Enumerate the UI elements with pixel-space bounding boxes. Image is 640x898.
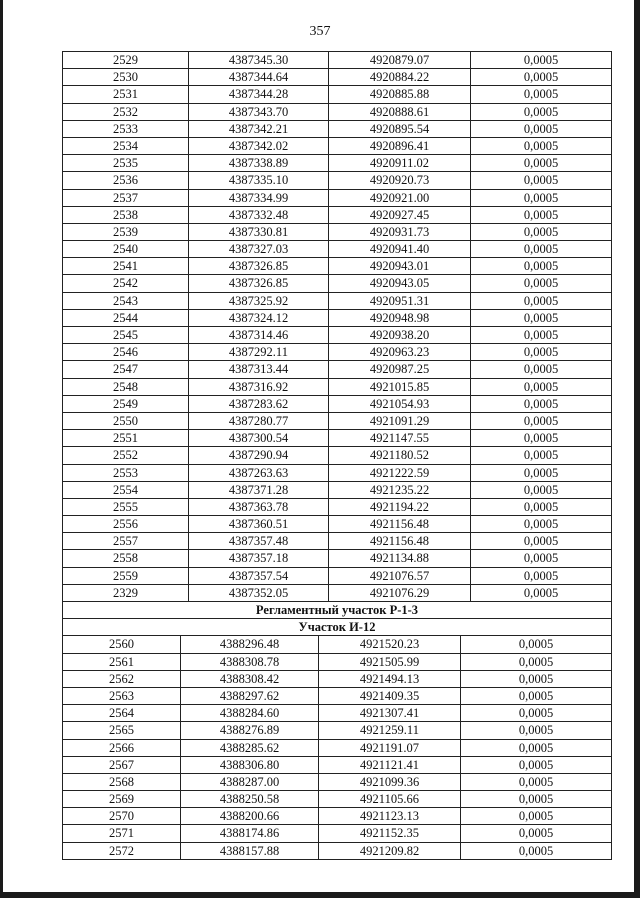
accuracy-cell: 0,0005 [523,276,559,291]
y-coordinate-cell: 4921076.57 [329,568,471,584]
accuracy-cell: 0,0005 [518,723,554,738]
y-coordinate-cell: 4921134.88 [329,550,471,566]
point-number-cell: 2532 [63,104,189,120]
accuracy-cell: 0,0005 [518,688,554,703]
accuracy-cell: 0,0005 [523,190,559,205]
scan-edge-left [0,0,3,898]
table-row [63,740,611,757]
y-coordinate-cell: 4920938.20 [329,327,471,343]
y-coordinate-cell: 4920888.61 [329,104,471,120]
accuracy-cell: 0,0005 [523,156,559,171]
accuracy-cell: 0,0005 [523,396,559,411]
table-row [63,121,611,138]
y-coordinate-cell: 4920920.73 [329,172,471,188]
point-number-cell: 2539 [63,224,189,240]
accuracy-cell: 0,0005 [518,757,554,772]
x-coordinate-cell: 4387292.11 [189,344,329,360]
y-coordinate-cell: 4921409.35 [319,688,461,704]
table-row [63,155,611,172]
y-coordinate-cell: 4921191.07 [319,740,461,756]
point-number-cell: 2549 [63,396,189,412]
accuracy-cell: 0,0005 [523,87,559,102]
point-number-cell: 2547 [63,361,189,377]
x-coordinate-cell: 4387360.51 [189,516,329,532]
point-number-cell: 2558 [63,550,189,566]
y-coordinate-cell: 4921505.99 [319,654,461,670]
table-row [63,413,611,430]
y-coordinate-cell: 4920884.22 [329,69,471,85]
table-row [63,688,611,705]
y-coordinate-cell: 4920987.25 [329,361,471,377]
x-coordinate-cell: 4387330.81 [189,224,329,240]
table-row [63,791,611,808]
accuracy-cell: 0,0005 [523,517,559,532]
accuracy-cell: 0,0005 [523,70,559,85]
y-coordinate-cell: 4921209.82 [319,843,461,859]
point-number-cell: 2543 [63,293,189,309]
accuracy-cell: 0,0005 [518,843,554,858]
accuracy-cell: 0,0005 [523,173,559,188]
x-coordinate-cell: 4387343.70 [189,104,329,120]
point-number-cell: 2560 [63,636,181,652]
point-number-cell: 2537 [63,190,189,206]
accuracy-cell: 0,0005 [523,551,559,566]
y-coordinate-cell: 4921180.52 [329,447,471,463]
y-coordinate-cell: 4921054.93 [329,396,471,412]
table-row [63,516,611,533]
point-number-cell: 2571 [63,825,181,841]
x-coordinate-cell: 4387371.28 [189,482,329,498]
point-number-cell: 2552 [63,447,189,463]
accuracy-cell: 0,0005 [523,465,559,480]
x-coordinate-cell: 4387334.99 [189,190,329,206]
table-row [63,550,611,567]
table-row [63,327,611,344]
scan-edge-right [634,0,640,898]
x-coordinate-cell: 4388250.58 [181,791,319,807]
accuracy-cell: 0,0005 [523,534,559,549]
accuracy-cell: 0,0005 [523,482,559,497]
table-row [63,482,611,499]
point-number-cell: 2566 [63,740,181,756]
point-number-cell: 2541 [63,258,189,274]
table-row [63,396,611,413]
table-row [63,172,611,189]
x-coordinate-cell: 4387290.94 [189,447,329,463]
table-row [63,447,611,464]
accuracy-cell: 0,0005 [523,224,559,239]
point-number-cell: 2559 [63,568,189,584]
point-number-cell: 2542 [63,275,189,291]
accuracy-cell: 0,0005 [523,585,559,600]
accuracy-cell: 0,0005 [523,431,559,446]
point-number-cell: 2329 [63,585,189,601]
x-coordinate-cell: 4387332.48 [189,207,329,223]
point-number-cell: 2530 [63,69,189,85]
accuracy-cell: 0,0005 [518,654,554,669]
table-row [63,275,611,292]
table-body-upper [63,52,611,602]
accuracy-cell: 0,0005 [518,774,554,789]
y-coordinate-cell: 4921494.13 [319,671,461,687]
y-coordinate-cell: 4920885.88 [329,86,471,102]
x-coordinate-cell: 4387342.21 [189,121,329,137]
accuracy-cell: 0,0005 [523,413,559,428]
point-number-cell: 2533 [63,121,189,137]
point-number-cell: 2568 [63,774,181,790]
table-row [63,52,611,69]
x-coordinate-cell: 4388285.62 [181,740,319,756]
y-coordinate-cell: 4920943.05 [329,275,471,291]
y-coordinate-cell: 4921194.22 [329,499,471,515]
y-coordinate-cell: 4921520.23 [319,636,461,652]
table-row [63,808,611,825]
y-coordinate-cell: 4921307.41 [319,705,461,721]
accuracy-cell: 0,0005 [523,242,559,257]
table-row [63,757,611,774]
y-coordinate-cell: 4921156.48 [329,516,471,532]
point-number-cell: 2567 [63,757,181,773]
x-coordinate-cell: 4387263.63 [189,465,329,481]
accuracy-cell: 0,0005 [523,499,559,514]
x-coordinate-cell: 4388284.60 [181,705,319,721]
coordinates-table [62,51,612,860]
accuracy-cell: 0,0005 [518,809,554,824]
table-row [63,344,611,361]
table-row [63,293,611,310]
table-row [63,722,611,739]
y-coordinate-cell: 4921015.85 [329,379,471,395]
table-row [63,774,611,791]
table-row [63,258,611,275]
accuracy-cell: 0,0005 [523,310,559,325]
table-row [63,585,611,602]
accuracy-cell: 0,0005 [523,568,559,583]
table-row [63,533,611,550]
point-number-cell: 2565 [63,722,181,738]
y-coordinate-cell: 4920948.98 [329,310,471,326]
y-coordinate-cell: 4920941.40 [329,241,471,257]
table-row [63,636,611,653]
y-coordinate-cell: 4921147.55 [329,430,471,446]
x-coordinate-cell: 4388308.78 [181,654,319,670]
point-number-cell: 2563 [63,688,181,704]
point-number-cell: 2534 [63,138,189,154]
table-row [63,190,611,207]
point-number-cell: 2535 [63,155,189,171]
x-coordinate-cell: 4388276.89 [181,722,319,738]
accuracy-cell: 0,0005 [523,328,559,342]
x-coordinate-cell: 4387344.28 [189,86,329,102]
x-coordinate-cell: 4388200.66 [181,808,319,824]
y-coordinate-cell: 4921099.36 [319,774,461,790]
y-coordinate-cell: 4921123.13 [319,808,461,824]
table-row [63,241,611,258]
y-coordinate-cell: 4921076.29 [329,585,471,601]
x-coordinate-cell: 4387324.12 [189,310,329,326]
point-number-cell: 2546 [63,344,189,360]
table-row [63,310,611,327]
accuracy-cell: 0,0005 [523,121,559,136]
point-number-cell: 2557 [63,533,189,549]
x-coordinate-cell: 4388308.42 [181,671,319,687]
y-coordinate-cell: 4920927.45 [329,207,471,223]
y-coordinate-cell: 4920963.23 [329,344,471,360]
accuracy-cell: 0,0005 [518,826,554,841]
accuracy-cell: 0,0005 [518,792,554,807]
point-number-cell: 2562 [63,671,181,687]
table-row [63,465,611,482]
accuracy-cell: 0,0005 [523,379,559,394]
accuracy-cell: 0,0005 [523,259,559,274]
table-body-lower [63,636,611,859]
table-row [63,843,611,860]
x-coordinate-cell: 4387316.92 [189,379,329,395]
x-coordinate-cell: 4387338.89 [189,155,329,171]
x-coordinate-cell: 4387326.85 [189,258,329,274]
table-row [63,224,611,241]
table-row [63,430,611,447]
accuracy-cell: 0,0005 [523,53,559,67]
table-row [63,69,611,86]
x-coordinate-cell: 4387344.64 [189,69,329,85]
x-coordinate-cell: 4387313.44 [189,361,329,377]
point-number-cell: 2548 [63,379,189,395]
y-coordinate-cell: 4921121.41 [319,757,461,773]
table-row [63,361,611,378]
point-number-cell: 2545 [63,327,189,343]
accuracy-cell: 0,0005 [523,345,559,360]
point-number-cell: 2544 [63,310,189,326]
accuracy-cell: 0,0005 [518,740,554,755]
table-row [63,207,611,224]
y-coordinate-cell: 4921091.29 [329,413,471,429]
point-number-cell: 2569 [63,791,181,807]
y-coordinate-cell: 4920911.02 [329,155,471,171]
point-number-cell: 2540 [63,241,189,257]
x-coordinate-cell: 4387335.10 [189,172,329,188]
subsection-title: Участок И-12 [63,619,611,636]
x-coordinate-cell: 4387314.46 [189,327,329,343]
scan-edge-bottom [0,892,640,898]
accuracy-cell: 0,0005 [518,706,554,721]
x-coordinate-cell: 4387326.85 [189,275,329,291]
accuracy-cell: 0,0005 [518,637,554,652]
y-coordinate-cell: 4921235.22 [329,482,471,498]
table-row [63,86,611,103]
point-number-cell: 2529 [63,52,189,68]
x-coordinate-cell: 4388157.88 [181,843,319,859]
y-coordinate-cell: 4920879.07 [329,52,471,68]
y-coordinate-cell: 4920931.73 [329,224,471,240]
accuracy-cell: 0,0005 [523,207,559,222]
accuracy-cell: 0,0005 [518,671,554,686]
point-number-cell: 2561 [63,654,181,670]
x-coordinate-cell: 4387357.18 [189,550,329,566]
x-coordinate-cell: 4387357.48 [189,533,329,549]
y-coordinate-cell: 4921222.59 [329,465,471,481]
y-coordinate-cell: 4920943.01 [329,258,471,274]
x-coordinate-cell: 4387325.92 [189,293,329,309]
x-coordinate-cell: 4388174.86 [181,825,319,841]
accuracy-cell: 0,0005 [523,448,559,463]
table-row [63,671,611,688]
y-coordinate-cell: 4921259.11 [319,722,461,738]
point-number-cell: 2556 [63,516,189,532]
point-number-cell: 2564 [63,705,181,721]
point-number-cell: 2553 [63,465,189,481]
point-number-cell: 2531 [63,86,189,102]
y-coordinate-cell: 4920921.00 [329,190,471,206]
point-number-cell: 2572 [63,843,181,859]
x-coordinate-cell: 4388297.62 [181,688,319,704]
x-coordinate-cell: 4388287.00 [181,774,319,790]
x-coordinate-cell: 4387342.02 [189,138,329,154]
point-number-cell: 2554 [63,482,189,498]
table-row [63,499,611,516]
y-coordinate-cell: 4921105.66 [319,791,461,807]
section-title: Регламентный участок Р-1-3 [63,602,611,619]
accuracy-cell: 0,0005 [523,362,559,377]
x-coordinate-cell: 4388296.48 [181,636,319,652]
x-coordinate-cell: 4387283.62 [189,396,329,412]
y-coordinate-cell: 4921156.48 [329,533,471,549]
accuracy-cell: 0,0005 [523,293,559,308]
table-row [63,825,611,842]
point-number-cell: 2551 [63,430,189,446]
x-coordinate-cell: 4387300.54 [189,430,329,446]
point-number-cell: 2570 [63,808,181,824]
x-coordinate-cell: 4387363.78 [189,499,329,515]
table-row [63,568,611,585]
x-coordinate-cell: 4388306.80 [181,757,319,773]
x-coordinate-cell: 4387345.30 [189,52,329,68]
page-number: 357 [309,24,331,39]
x-coordinate-cell: 4387327.03 [189,241,329,257]
table-row [63,104,611,121]
y-coordinate-cell: 4920951.31 [329,293,471,309]
y-coordinate-cell: 4920895.54 [329,121,471,137]
table-row [63,705,611,722]
x-coordinate-cell: 4387357.54 [189,568,329,584]
accuracy-cell: 0,0005 [523,138,559,153]
y-coordinate-cell: 4921152.35 [319,825,461,841]
table-row [63,379,611,396]
accuracy-cell: 0,0005 [523,104,559,119]
point-number-cell: 2538 [63,207,189,223]
table-row [63,654,611,671]
y-coordinate-cell: 4920896.41 [329,138,471,154]
point-number-cell: 2536 [63,172,189,188]
table-row [63,138,611,155]
point-number-cell: 2555 [63,499,189,515]
point-number-cell: 2550 [63,413,189,429]
x-coordinate-cell: 4387352.05 [189,585,329,601]
x-coordinate-cell: 4387280.77 [189,413,329,429]
